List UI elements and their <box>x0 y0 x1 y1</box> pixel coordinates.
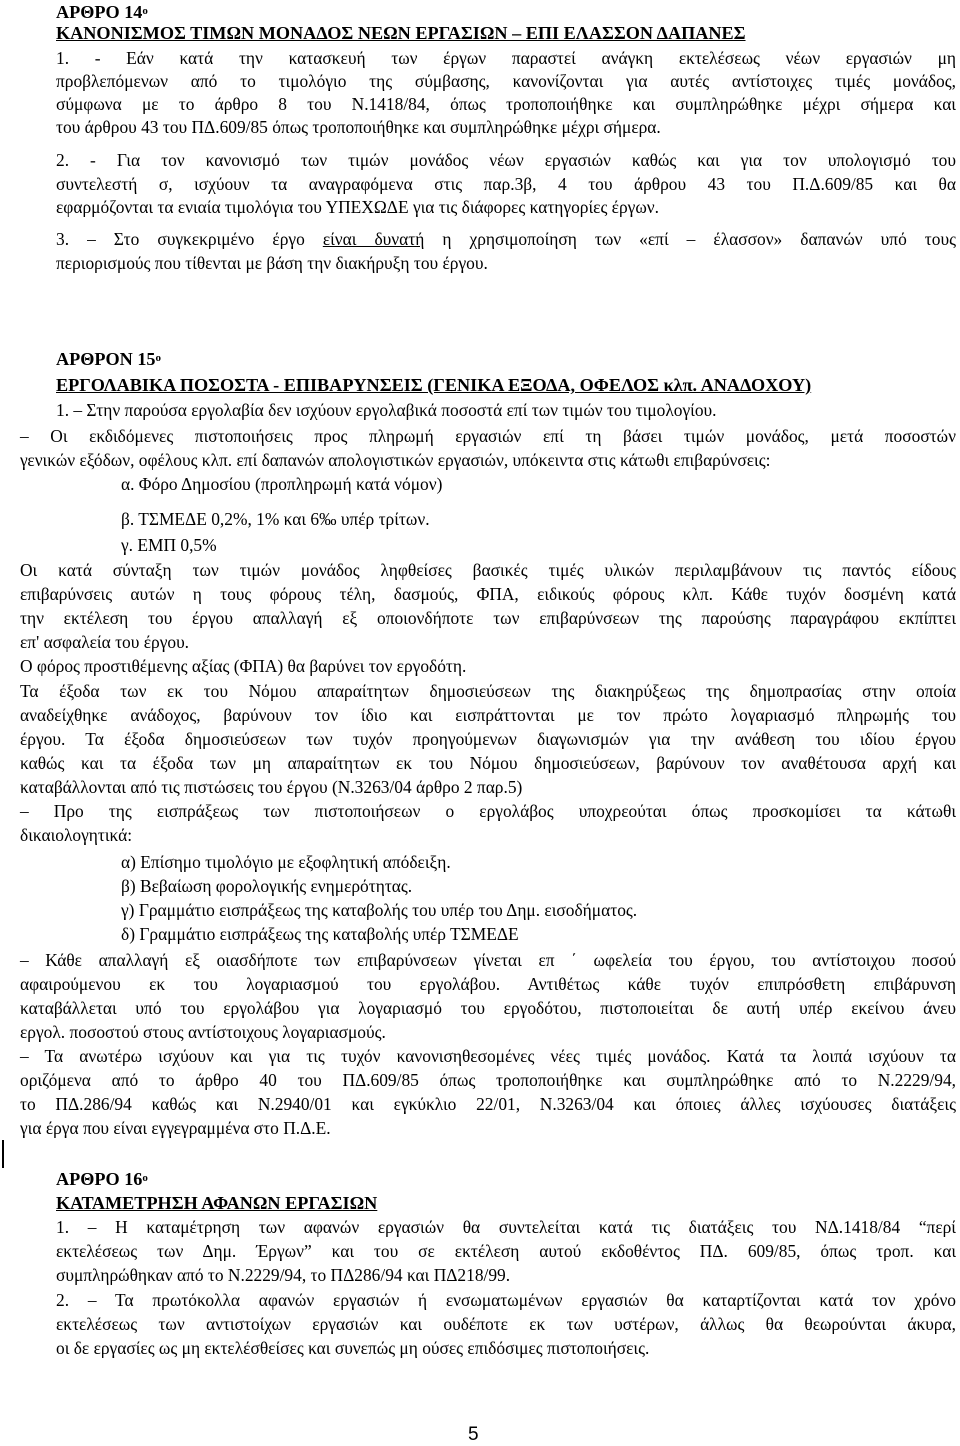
page-number: 5 <box>468 1424 479 1445</box>
a15-p3-line: επ' ασφαλεία του έργου. <box>20 632 190 652</box>
a14-p1-line: προβλεπόμενων από το τιμολόγιο της σύμβασης, κανονίζονται για αυτές αντίστοιχες τιμές μονάδος, <box>56 71 956 91</box>
a15-doc-item: δ) Γραμμάτιο εισπράξεως της καταβολής υπέρ ΤΣΜΕΔΕ <box>121 924 519 944</box>
a15-item-1: 1. – Στην παρούσα εργολαβία δεν ισχύουν εργολαβικά ποσοστά επί των τιμών του τιμολογίου. <box>56 400 717 420</box>
a15-p5-line: δικαιολογητικά: <box>20 825 133 845</box>
a15-p7-line: για έργα που είναι εγγεγραμμένα στο Π.Δ.Ε. <box>20 1118 331 1138</box>
a15-p4-line: αναδείχθηκε ανάδοχος, βαρύνουν τον ίδιο και εισπράττονται με τον πρώτο λογαριασμό πληρωμής του <box>20 705 956 725</box>
a14-p3-line: 3. – Στο συγκεκριμένο έργο είναι δυνατή η χρησιμοποίηση των «επί – έλασσον» δαπανών υπό τους <box>56 229 956 249</box>
a15-doc-item: β) Βεβαίωση φορολογικής ενημερότητας. <box>121 876 413 896</box>
a14-p1-line: σύμφωνα με το άρθρο 8 του Ν.1418/84, όπως τροποποιήθηκε και συμπληρώθηκε μέχρι σήμερα και <box>56 94 956 114</box>
a15-p6-line: – Κάθε απαλλαγή εξ οιασδήποτε των επιβαρύνσεων γίνεται επ ΄ ωφελεία του έργου, του αντίστοιχου ποσού <box>20 950 956 970</box>
a16-p1-line: συμπληρώθηκαν από το Ν.2229/94, το ΠΔ286/94 και ΠΔ218/99. <box>56 1265 511 1285</box>
a15-p6-line: αφαιρούμενου εκ του λογαριασμού του εργολάβου. Αντιθέτως κάθε τυχόν επιπρόσθετη επιβάρυνση <box>20 974 956 994</box>
a14-p1-line: 1. - Εάν κατά την κατασκευή των έργων παραστεί ανάγκη εκτελέσεως νέων εργασιών μη <box>56 48 956 68</box>
a15-p6-line: εργολ. ποσοστού στους αντίστοιχους λογαριασμούς. <box>20 1022 386 1042</box>
a16-p2-line: 2. – Τα πρωτόκολλα αφανών εργασιών ή ενσωματωμένων εργασιών θα καταρτίζονται κατά τον χρόνο <box>56 1290 956 1310</box>
a14-p2-line: συντελεστή σ, ισχύουν τα αναγραφόμενα στις παρ.3β, 4 του άρθρου 43 του Π.Δ.609/85 και θα <box>56 174 956 194</box>
a15-charge-b: β. ΤΣΜΕΔΕ 0,2%, 1% και 6‰ υπέρ τρίτων. <box>121 509 430 529</box>
a15-p4-line: καθώς και τα έξοδα των μη απαραίτητων εκ του Νόμου δημοσιεύσεων, βαρύνουν τον αναθέτουσα αρχή και <box>20 753 956 773</box>
a14-p2-line: 2. - Για τον κανονισμό των τιμών μονάδος νέων εργασιών καθώς και για τον υπολογισμό του <box>56 150 956 170</box>
a15-doc-item: α) Επίσημο τιμολόγιο με εξοφλητική απόδειξη. <box>121 852 451 872</box>
article-15-subtitle: ΕΡΓΟΛΑΒΙΚΑ ΠΟΣΟΣΤΑ - ΕΠΙΒΑΡΥΝΣΕΙΣ (ΓΕΝΙΚΑ ΕΞΟΔΑ, ΟΦΕΛΟΣ κλπ. ΑΝΑΔΟΧΟΥ) <box>56 375 812 395</box>
a15-p3-line: την εκτέλεση του έργου απαλλαγή εξ οποιονδήποτε των επιβαρύνσεων της παρούσης παραγράφου εκπίπτει <box>20 608 956 628</box>
a16-p2-line: εκτελέσεως των αντιστοίχων εργασιών και ουδέποτε εκ των υστέρων, άλλως θα θεωρούνται άκυρα, <box>56 1314 956 1334</box>
a15-p5-line: – Προ της εισπράξεως των πιστοποιήσεων ο εργολάβος υποχρεούται όπως προσκομίσει τα κάτωθι <box>20 801 956 821</box>
a15-p7-line: οριζόμενα από το άρθρο 40 του ΠΔ.609/85 όπως τροποποιήθηκε και συμπληρώθηκε από το Ν.2229/94, <box>20 1070 956 1090</box>
a14-p1-line: του άρθρου 43 του ΠΔ.609/85 όπως τροποποιήθηκε και συμπληρώθηκε μέχρι σήμερα. <box>56 117 661 137</box>
a14-p2-line: εφαρμόζονται τα ενιαία τιμολόγια του ΥΠΕΧΩΔΕ για τις διάφορες κατηγορίες έργων. <box>56 197 659 217</box>
a15-p3-line: Οι κατά σύνταξη των τιμών μονάδος ληφθείσες βασικές τιμές υλικών περιλαμβάνουν τις παντός είδους <box>20 560 956 580</box>
article-14-title: ΑΡΘΡΟ $14^o$ <box>56 2 148 22</box>
a15-p6-line: καταβάλλεται υπό του εργολάβου για λογαριασμό του εργοδότου, πιστοποιείται δε αυτή υπέρ εκείνου άνευ <box>20 998 956 1018</box>
a15-charge-a: α. Φόρο Δημοσίου (προπληρωμή κατά νόμον) <box>121 474 443 494</box>
a16-p1-line: εκτελέσεως των Δημ. Έργων” και του σε εκτέλεση αυτού εκδοθέντος ΠΔ. 609/85, όπως τροπ. και <box>56 1241 956 1261</box>
article-15-title: ΑΡΘΡΟΝ $15^o$ <box>56 349 162 369</box>
article-16-title: ΑΡΘΡΟ $16^o$ <box>56 1169 148 1189</box>
change-bar <box>2 1140 4 1168</box>
a15-p4-line: Τα έξοδα των εκ του Νόμου απαραίτητων δημοσιεύσεων της διακηρύξεως της δημοπρασίας στην οποία <box>20 681 956 701</box>
a15-doc-item: γ) Γραμμάτιο εισπράξεως της καταβολής του υπέρ του Δημ. εισοδήματος. <box>121 900 638 920</box>
a15-p7-line: – Τα ανωτέρω ισχύουν και για τις τυχόν κανονισηθεσομένες νέες τιμές μονάδος. Κατά τα λοιπά ισχύουν τα <box>20 1046 956 1066</box>
a15-p7-line: το ΠΔ.286/94 καθώς και Ν.2940/01 και εγκύκλιο 22/01, Ν.3263/04 και όποιες άλλες ισχύουσες διατάξεις <box>20 1094 956 1114</box>
a15-p3-line: επιβαρύνσεις αυτών η τους φόρους τέλη, δασμούς, ΦΠΑ, ειδικούς φόρους κλπ. Κάθε τυχόν δοσμένη κατά <box>20 584 956 604</box>
a15-p4-line: καταβάλλονται από τις πιστώσεις του έργου (Ν.3263/04 άρθρο 2 παρ.5) <box>20 777 523 797</box>
a15-charge-c: γ. ΕΜΠ 0,5% <box>121 535 217 555</box>
article-16-subtitle: ΚΑΤΑΜΕΤΡΗΣΗ ΑΦΑΝΩΝ ΕΡΓΑΣΙΩΝ <box>56 1193 378 1213</box>
a15-p4-line: έργου. Τα έξοδα δημοσιεύσεων των τυχόν προηγούμενων διαγωνισμών για την ανάθεση του ιδίου έργου <box>20 729 956 749</box>
a15-vat: Ο φόρος προστιθέμενης αξίας (ΦΠΑ) θα βαρύνει τον εργοδότη. <box>20 656 467 676</box>
article-14-subtitle: ΚΑΝΟΝΙΣΜΟΣ ΤΙΜΩΝ ΜΟΝΑΔΟΣ ΝΕΩΝ ΕΡΓΑΣΙΩΝ – ΕΠΙ ΕΛΑΣΣΟΝ ΔΑΠΑΝΕΣ <box>56 23 746 43</box>
a16-p1-line: 1. – Η καταμέτρηση των αφανών εργασιών θα συντελείται κατά τις διατάξεις του ΝΔ.1418/84 “περί <box>56 1217 956 1237</box>
a14-p3-line: περιορισμούς που τίθενται με βάση την διακήρυξη του έργου. <box>56 253 488 273</box>
a15-p2-line: – Οι εκδιδόμενες πιστοποιήσεις προς πληρωμή εργασιών επί τη βάσει τιμών μονάδος, μετά ποσοστών <box>20 426 956 446</box>
a15-p2-line: γενικών εξόδων, οφέλους κλπ. επί δαπανών απολογιστικών εργασιών, υπόκειντα στις κάτωθι επιβαρύνσεις: <box>20 450 771 470</box>
a16-p2-line: οι δε εργασίες ως μη εκτελέσθείσες και συνεπώς μη ούσες επιδόσιμες πιστοποιήσεις. <box>56 1338 650 1358</box>
